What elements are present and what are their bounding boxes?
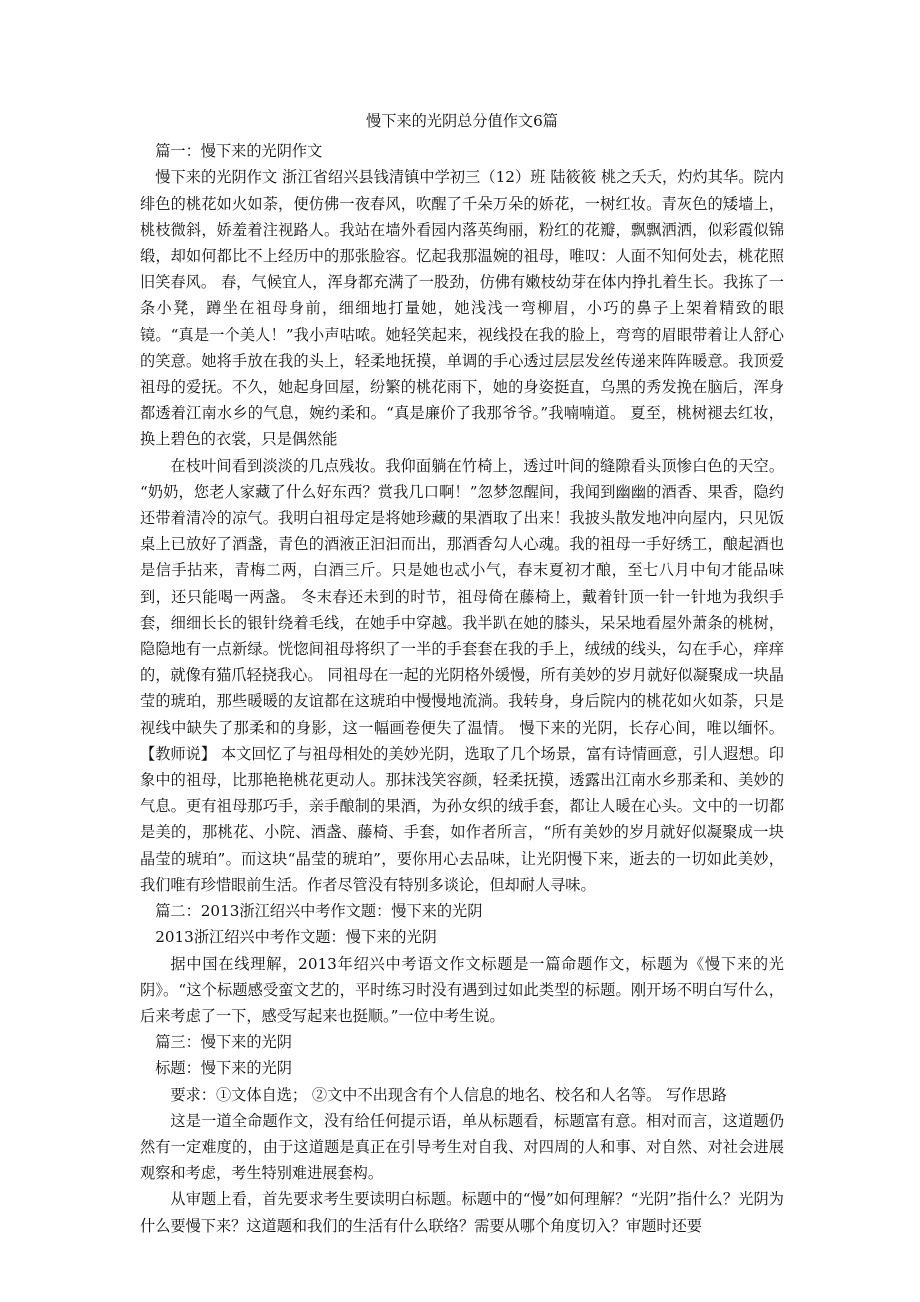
paragraph: 篇三：慢下来的光阴 — [155, 1033, 292, 1052]
paragraph: 2013浙江绍兴中考作文题：慢下来的光阴 — [155, 928, 437, 947]
document-body — [140, 138, 784, 1239]
paragraph: 篇二：2013浙江绍兴中考作文题：慢下来的光阴 — [155, 902, 483, 921]
paragraph: 篇一：慢下来的光阴作文 — [155, 142, 323, 161]
paragraph: 慢下来的光阴作文 浙江省绍兴县钱清镇中学初三（12）班 陆筱筱 桃之夭夭，灼灼其华。院内绯色的桃花如火如荼，便仿佛一夜春风，吹醒了千朵万朵的娇花，一树红妆。青灰色的矮墙上，桃枝微斜，娇羞着注视路人。我站在墙外看园内落英绚丽，粉红的花瓣，飘飘洒洒，似彩霞似锦缎，却如何都比不上经历中的那张脸容。忆起我那温婉的祖母，唯叹：人面不知何处去，桃花照旧笑春风。 春，气候宜人，浑身都充满了一股劲，仿佛有嫩枝幼芽在体内挣扎着生长。我拣了一条小凳，蹲坐在祖母身前，细细地打量她，她浅浅一弯柳眉，小巧的鼻子上架着精致的眼镜。“真是一个美人！”我小声咕哝。她轻笑起来，视线投在我的脸上，弯弯的眉眼带着让人舒心的笑意。她将手放在我的头上，轻柔地抚摸，单调的手心透过层层发丝传递来阵阵暖意。我顶爱祖母的爱抚。不久，她起身回屋，纷繁的桃花雨下，她的身姿挺直，乌黑的秀发挽在脑后，浑身都透着江南水乡的气息，婉约柔和。“真是廉价了我那爷爷。”我喃喃道。 夏至，桃树褪去红妆，换上碧色的衣裳，只是偶然能 — [140, 168, 784, 449]
paragraph: 在枝叶间看到淡淡的几点残妆。我仰面躺在竹椅上，透过叶间的缝隙看头顶惨白色的天空。 “奶奶，您老人家藏了什么好东西？赏我几口啊！”忽梦忽醒间，我闻到幽幽的酒香、果香，隐约还带着清冷的凉气。我明白祖母定是将她珍藏的果酒取了出来！我披头散发地冲向屋内，只见饭桌上已放好了酒盏，青色的酒液正汩汩而出，那酒香勾人心魂。我的祖母一手好绣工，酿起酒也是信手拈来，青梅二两，白酒三斤。只是她也忒小气，春末夏初才酿，至七八月中旬才能品味到，还只能喝一两盏。 冬末春还未到的时节，祖母倚在藤椅上，戴着针顶一针一针地为我织手套，细细长长的银针绕着毛线，在她手中穿越。我半趴在她的膝头，呆呆地看屋外萧条的桃树，隐隐地有一点新绿。恍惚间祖母将织了一半的手套套在我的手上，绒绒的线头，勾在手心，痒痒的，就像有猫爪轻挠我心。 同祖母在一起的光阴格外缓慢，所有美妙的岁月就好似凝聚成一块晶莹的琥珀，那些暖暖的友谊都在这琥珀中慢慢地流淌。我转身，身后院内的桃花如火如荼，只是视线中缺失了那柔和的身影，这一幅画卷便失了温情。 慢下来的光阴，长存心间，唯以缅怀。 【教师说】 本文回忆了与祖母相处的美妙光阴，选取了几个场景，富有诗情画意，引人遐想。印象中的祖母，比那艳艳桃花更动人。那抹浅笑容颜，轻柔抚摸，透露出江南水乡那柔和、美妙的气息。更有祖母那巧手，亲手酿制的果酒，为孙女织的绒手套，都让人暖在心头。文中的一切都是美的，那桃花、小院、酒盏、藤椅、手套，如作者所言，“所有美妙的岁月就好似凝聚成一块晶莹的琥珀”。而这块“晶莹的琥珀”，要你用心去品味，让光阴慢下来，逝去的一切如此美妙，我们唯有珍惜眼前生活。作者尽管没有特别多谈论，但却耐人寻味。 — [140, 456, 784, 894]
paragraph: 要求：①文体自选； ②文中不出现含有个人信息的地名、校名和人名等。 写作思路 — [170, 1085, 727, 1104]
paragraph: 据中国在线理解，2013年绍兴中考语文作文标题是一篇命题作文，标题为《慢下来的光阴》。“这个标题感受蛮文艺的，平时练习时没有遇到过如此类型的标题。刚开场不明白写什么，后来考虑了一下，感受写起来也挺顺。”一位中考生说。 — [140, 954, 784, 1025]
paragraph: 从审题上看，首先要求考生要读明白标题。标题中的“慢”如何理解？“光阴”指什么？光阴为什么要慢下来？这道题和我们的生活有什么联络？需要从哪个角度切入？审题时还要 — [140, 1190, 784, 1235]
paragraph: 标题：慢下来的光阴 — [155, 1059, 292, 1078]
paragraph: 这是一道全命题作文，没有给任何提示语，单从标题看，标题富有意。相对而言，这道题仍然有一定难度的，由于这道题是真正在引导考生对自我、对四周的人和事、对自然、对社会进展观察和考虑，考生特别难进展套构。 — [140, 1111, 784, 1183]
document-page — [140, 108, 784, 1239]
document-title: 慢下来的光阴总分值作文6篇 — [366, 112, 558, 130]
